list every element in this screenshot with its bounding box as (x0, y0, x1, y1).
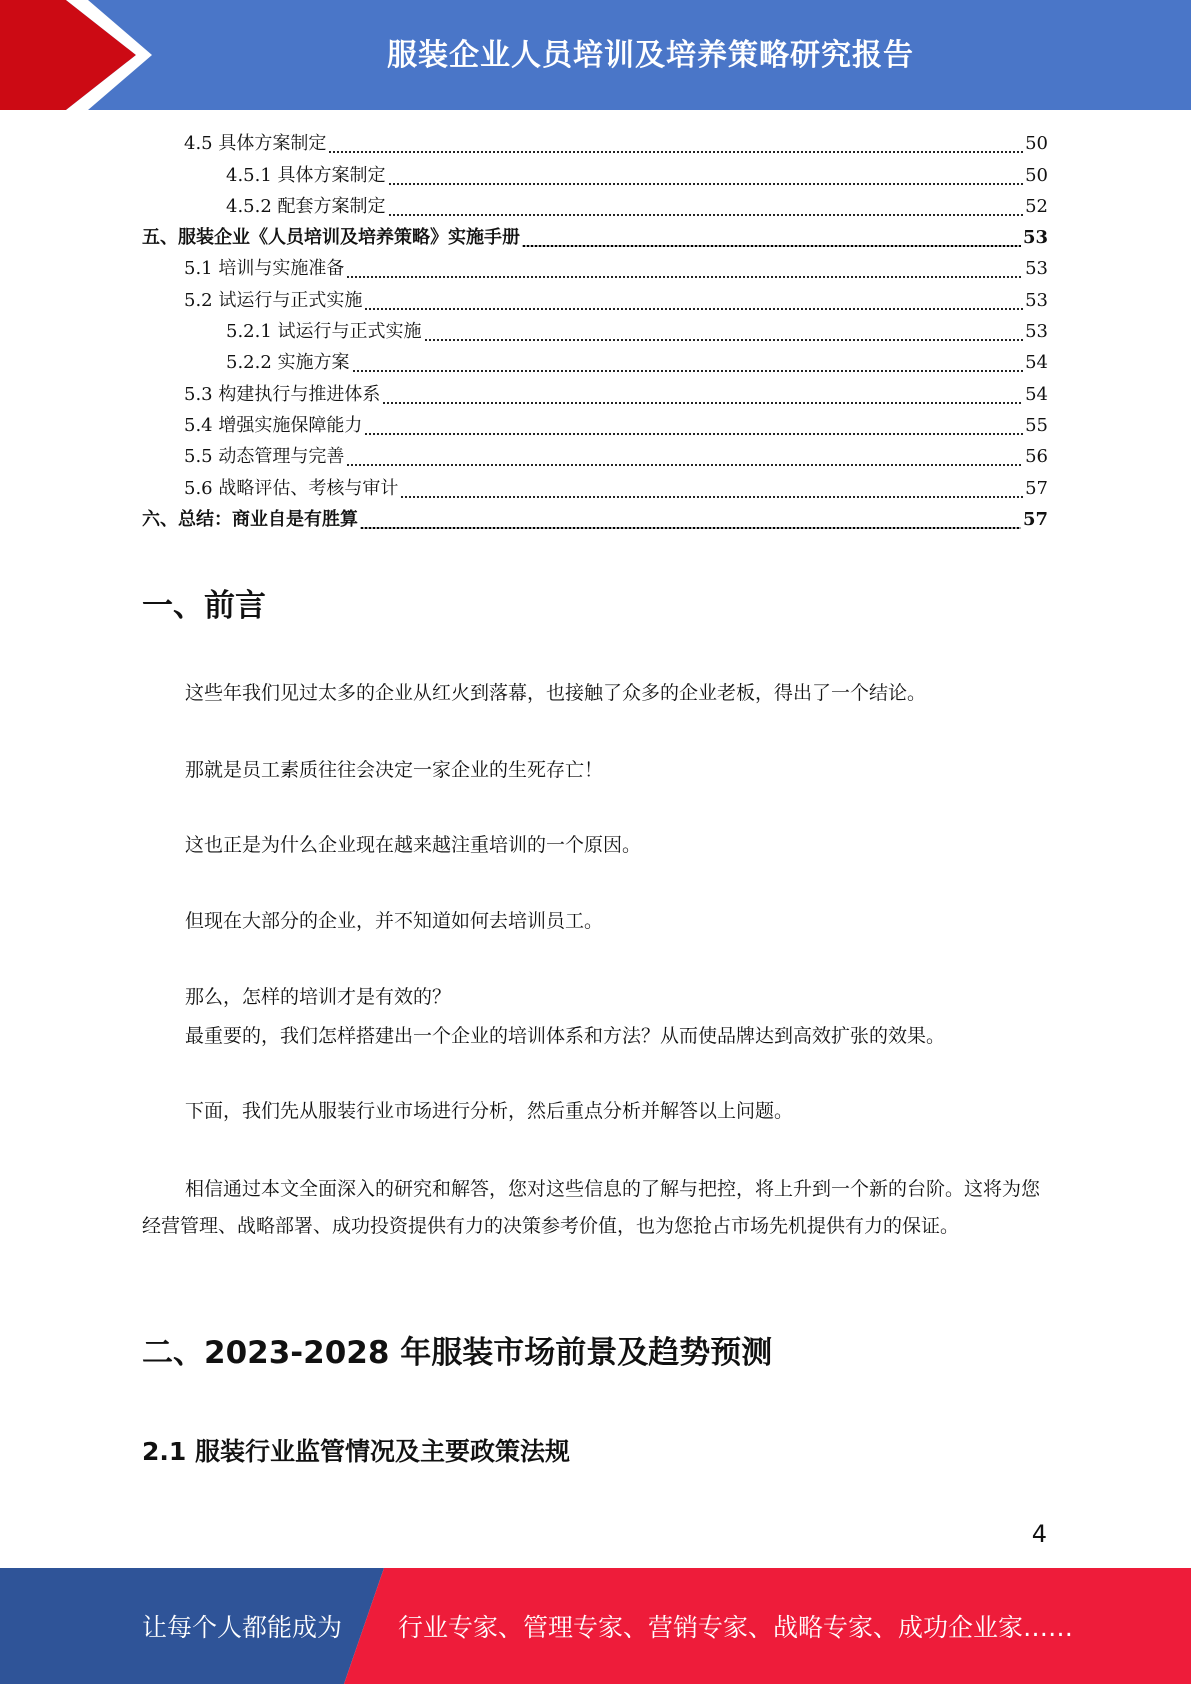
toc-entry-title: 4.5.2 配套方案制定 (226, 195, 386, 217)
toc-leader-dots (360, 527, 1021, 529)
toc-entry-page: 53 (1025, 321, 1048, 343)
toc-entry-chapter[interactable] (142, 504, 1048, 535)
toc-leader-dots (346, 276, 1023, 278)
toc-entry-page: 53 (1025, 258, 1048, 280)
toc-entry[interactable] (142, 472, 1048, 503)
section-heading-market-outlook: 二、2023-2028 年服装市场前景及趋势预测 (142, 1335, 773, 1371)
toc-entry-title: 5.4 增强实施保障能力 (184, 414, 363, 436)
toc-entry[interactable] (142, 441, 1048, 472)
toc-entry-page: 55 (1025, 414, 1048, 436)
page-header (0, 0, 1191, 110)
body-paragraph: 相信通过本文全面深入的研究和解答，您对这些信息的了解与把控，将上升到一个新的台阶。这将为您经营管理、战略部署、成功投资提供有力的决策参考价值，也为您抢占市场先机提供有力的保证。 (142, 1178, 1041, 1237)
toc-entry-title: 5.1 培训与实施准备 (184, 258, 345, 280)
toc-entry[interactable] (142, 253, 1048, 284)
toc-entry[interactable] (142, 316, 1048, 347)
toc-leader-dots (388, 183, 1024, 185)
toc-entry-page: 56 (1025, 446, 1048, 468)
toc-leader-dots (388, 214, 1024, 216)
toc-entry-page: 57 (1022, 508, 1048, 530)
toc-entry[interactable] (142, 410, 1048, 441)
toc-entry[interactable] (142, 159, 1048, 190)
toc-leader-dots (346, 464, 1023, 466)
toc-entry-chapter[interactable] (142, 222, 1048, 253)
page-number: 4 (1031, 1520, 1047, 1548)
toc-entry[interactable] (142, 191, 1048, 222)
body-paragraph: 最重要的，我们怎样搭建出一个企业的培训体系和方法？从而使品牌达到高效扩张的效果。 (185, 1025, 946, 1047)
document-title: 服装企业人员培训及培养策略研究报告 (387, 38, 914, 73)
body-paragraph: 那就是员工素质往往会决定一家企业的生死存亡！ (185, 759, 604, 781)
toc-entry-page: 54 (1025, 383, 1048, 405)
toc-entry[interactable] (142, 284, 1048, 315)
body-paragraph: 那么，怎样的培训才是有效的？ (185, 986, 452, 1008)
toc-entry-page: 50 (1025, 164, 1048, 186)
footer-slogan-left: 让每个人都能成为 (142, 1613, 343, 1642)
toc-entry[interactable] (142, 128, 1048, 159)
toc-entry-page: 53 (1022, 227, 1048, 249)
table-of-contents (142, 128, 1048, 535)
toc-entry-title: 5.2.2 实施方案 (226, 352, 350, 374)
toc-leader-dots (424, 339, 1024, 341)
toc-entry-title: 5.2 试运行与正式实施 (184, 289, 363, 311)
footer-slogan-right: 行业专家、管理专家、营销专家、战略专家、成功企业家…… (398, 1613, 1074, 1642)
toc-entry-page: 50 (1025, 133, 1048, 155)
toc-entry-title: 5.6 战略评估、考核与审计 (184, 477, 399, 499)
toc-entry-title: 4.5.1 具体方案制定 (226, 164, 386, 186)
subsection-heading: 2.1 服装行业监管情况及主要政策法规 (142, 1437, 570, 1466)
toc-entry-title: 5.2.1 试运行与正式实施 (226, 321, 422, 343)
toc-entry-page: 53 (1025, 289, 1048, 311)
toc-entry-title: 六、总结：商业自是有胜算 (142, 508, 358, 530)
toc-entry-title: 5.3 构建执行与推进体系 (184, 383, 381, 405)
body-paragraph: 下面，我们先从服装行业市场进行分析，然后重点分析并解答以上问题。 (185, 1100, 794, 1122)
toc-leader-dots (364, 433, 1023, 435)
page-footer (0, 1568, 1191, 1684)
toc-entry-page: 57 (1025, 477, 1048, 499)
toc-leader-dots (382, 402, 1023, 404)
toc-entry[interactable] (142, 347, 1048, 378)
toc-entry[interactable] (142, 378, 1048, 409)
toc-entry-page: 52 (1025, 195, 1048, 217)
body-paragraph: 但现在大部分的企业，并不知道如何去培训员工。 (185, 910, 604, 932)
section-heading-preface: 一、前言 (142, 588, 266, 624)
body-paragraph: 这也正是为什么企业现在越来越注重培训的一个原因。 (185, 834, 642, 856)
toc-leader-dots (364, 308, 1023, 310)
toc-entry-page: 54 (1025, 352, 1048, 374)
toc-entry-title: 五、服装企业《人员培训及培养策略》实施手册 (142, 227, 520, 249)
body-paragraph: 这些年我们见过太多的企业从红火到落幕，也接触了众多的企业老板，得出了一个结论。 (185, 682, 927, 704)
toc-leader-dots (522, 245, 1021, 247)
toc-entry-title: 4.5 具体方案制定 (184, 133, 327, 155)
toc-leader-dots (328, 151, 1023, 153)
toc-leader-dots (400, 496, 1023, 498)
toc-entry-title: 5.5 动态管理与完善 (184, 446, 345, 468)
toc-leader-dots (352, 370, 1024, 372)
